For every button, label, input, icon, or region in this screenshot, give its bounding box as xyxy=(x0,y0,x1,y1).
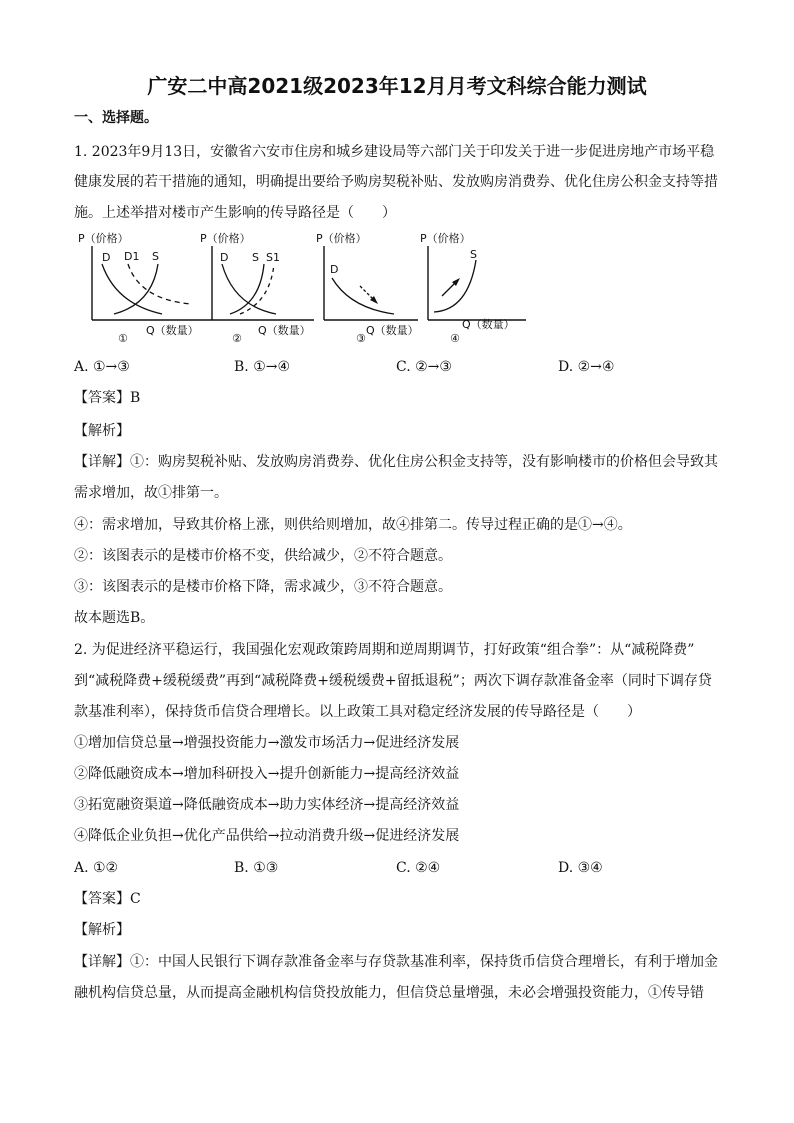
graph-x-label: Q（数量） xyxy=(366,324,419,337)
svg-text:D: D xyxy=(330,263,339,276)
option-d[interactable]: D. ③④ xyxy=(558,860,603,876)
answer-value: C xyxy=(130,891,141,907)
option-b[interactable]: B. ①③ xyxy=(234,860,279,876)
graph-y-label: P（价格） xyxy=(78,232,129,245)
q1-graph-3 xyxy=(316,230,421,345)
q1-graph-1 xyxy=(74,230,214,345)
q2-stem-line: 2. 为促进经济平稳运行，我国强化宏观政策跨周期和逆周期调节，打好政策“组合拳”：从“减税降费” xyxy=(74,642,695,658)
section-heading: 一、选择题。 xyxy=(74,110,158,126)
svg-text:S: S xyxy=(470,248,477,261)
option-b[interactable]: B. ①→④ xyxy=(234,359,291,375)
q2-item: ①增加信贷总量→增强投资能力→激发市场活力→促进经济发展 xyxy=(74,735,460,751)
graph-x-label: Q（数量） xyxy=(146,324,199,337)
graph-y-label: P（价格） xyxy=(316,232,367,245)
q1-answer xyxy=(74,388,140,408)
supply-curve xyxy=(230,264,264,314)
graph-number: ② xyxy=(232,332,242,345)
q2-item: ③拓宽融资渠道→降低融资成本→助力实体经济→提高经济效益 xyxy=(74,797,460,813)
q1-stem-line: 1. 2023年9月13日，安徽省六安市住房和城乡建设局等六部门关于印发关于进一步促进房地产市场平稳 xyxy=(74,144,715,160)
graph-number: ③ xyxy=(356,332,366,345)
q1-detail-line: 需求增加，故①排第一。 xyxy=(74,485,228,501)
q2-analysis-tag: 【解析】 xyxy=(74,922,130,938)
q2-detail-line: 【详解】①：中国人民银行下调存款准备金率与存贷款基准利率，保持货币信贷合理增长，有利于增加金 xyxy=(74,954,718,970)
answer-value: B xyxy=(130,390,141,406)
option-d[interactable]: D. ②→④ xyxy=(558,359,615,375)
q1-stem-line: 健康发展的若干措施的通知，明确提出要给予购房契税补贴、发放购房消费券、优化住房公积金支持等措 xyxy=(74,174,718,190)
graph-y-label: P（价格） xyxy=(420,232,471,245)
q1-detail-line: ③：该图表示的是楼市价格下降，需求减少，③不符合题意。 xyxy=(74,579,452,595)
q2-item: ④降低企业负担→优化产品供给→拉动消费升级→促进经济发展 xyxy=(74,828,460,844)
q1-graph-2 xyxy=(196,230,316,345)
q1-detail-line: 故本题选B。 xyxy=(74,610,155,626)
svg-text:D: D xyxy=(102,251,111,264)
graph-y-label: P（价格） xyxy=(200,232,251,245)
graph-number: ① xyxy=(118,332,128,345)
q2-stem-line: 到“减税降费+缓税缓费”再到“减税降费+缓税缓费+留抵退税”；两次下调存款准备金率（同时下调存贷 xyxy=(74,673,712,689)
graph-number: ④ xyxy=(450,332,460,345)
demand-curve xyxy=(222,264,276,314)
supply-curve xyxy=(114,264,158,314)
option-a[interactable]: A. ①② xyxy=(74,860,119,876)
answer-tag: 【答案】 xyxy=(74,390,130,406)
svg-text:S1: S1 xyxy=(266,251,280,264)
q2-answer xyxy=(74,889,141,909)
svg-text:S: S xyxy=(252,251,259,264)
answer-tag: 【答案】 xyxy=(74,891,130,907)
q1-detail-line: ②：该图表示的是楼市价格不变，供给减少，②不符合题意。 xyxy=(74,548,452,564)
q1-graph-4 xyxy=(420,230,530,345)
detail-tag: 【详解】 xyxy=(74,954,130,970)
option-a[interactable]: A. ①→③ xyxy=(74,359,130,375)
demand-curve xyxy=(332,278,394,314)
supply-curve xyxy=(434,260,476,312)
demand-curve-shifted xyxy=(128,264,192,304)
option-c[interactable]: C. ②→③ xyxy=(396,359,452,375)
graph-x-label: Q（数量） xyxy=(258,324,311,337)
svg-text:D1: D1 xyxy=(124,250,140,263)
svg-text:S: S xyxy=(152,250,159,263)
option-c[interactable]: C. ②④ xyxy=(396,860,441,876)
q1-detail-line: ④：需求增加，导致其价格上涨，则供给则增加，故④排第二。传导过程正确的是①→④。 xyxy=(74,517,632,533)
q2-item: ②降低融资成本→增加科研投入→提升创新能力→提高经济效益 xyxy=(74,766,460,782)
q1-analysis-tag: 【解析】 xyxy=(74,423,130,439)
detail-tag: 【详解】 xyxy=(74,454,130,470)
graph-x-label: Q（数量） xyxy=(462,318,515,331)
q2-detail-line: 融机构信贷总量，从而提高金融机构信贷投放能力，但信贷总量增强，未必会增强投资能力，①传导错 xyxy=(74,985,704,1001)
svg-text:D: D xyxy=(220,251,229,264)
q1-stem-line: 施。上述举措对楼市产生影响的传导路径是（ ） xyxy=(74,205,396,221)
q2-stem-line: 款基准利率），保持货币信贷合理增长。以上政策工具对稳定经济发展的传导路径是（ ） xyxy=(74,704,641,720)
q1-detail-line: 【详解】①：购房契税补贴、发放购房消费券、优化住房公积金支持等，没有影响楼市的价格但会导致其 xyxy=(74,454,718,470)
page-title: 广安二中高2021级2023年12月月考文科综合能力测试 xyxy=(147,74,647,98)
